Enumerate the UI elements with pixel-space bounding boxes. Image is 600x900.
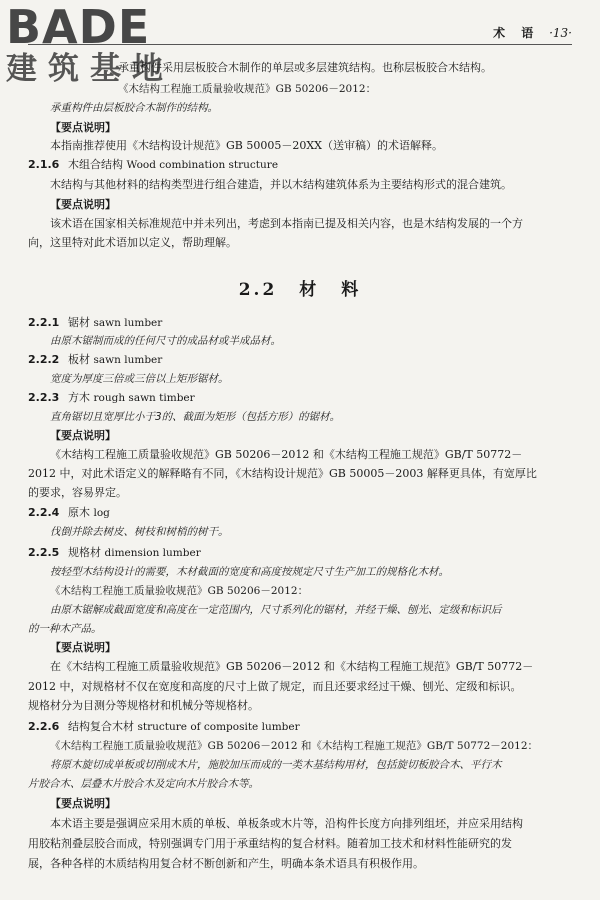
definition-text: 由原木锯制而成的任何尺寸的成品材或半成品材。 <box>50 335 281 347</box>
source-citation: 《木结构工程施工质量验收规范》GB 50206－2012： <box>50 585 309 597</box>
term-chinese: 原木 <box>68 506 90 519</box>
logo-brand-text: BADE <box>6 0 151 54</box>
note-label: 【要点说明】 <box>50 429 116 442</box>
term-chinese: 规格材 <box>68 546 101 559</box>
definition-text: 按轻型木结构设计的需要，木材截面的宽度和高度按规定尺寸生产加工的规格化木材。 <box>50 566 449 578</box>
definition-text: 将原木旋切成单板或切削成木片，施胶加压而成的一类木基结构用材，包括旋切板胶合木、平行木 <box>50 759 502 771</box>
note-text: 向，这里特对此术语加以定义，帮助理解。 <box>28 236 237 249</box>
term-heading <box>28 316 572 330</box>
term-heading <box>28 158 572 172</box>
note-label: 【要点说明】 <box>50 198 116 211</box>
body-text: 承重构件采用层板胶合木制作的单层或多层建筑结构。也称层板胶合木结构。 <box>118 61 492 74</box>
term-number: 2.2.5 <box>28 546 60 559</box>
term-number: 2.2.4 <box>28 506 60 519</box>
note-text: 在《木结构工程施工质量验收规范》GB 50206－2012 和《木结构工程施工规范》GB/T 50772－ <box>50 660 534 673</box>
term-heading <box>28 506 572 520</box>
term-heading <box>28 391 572 405</box>
note-text: 的要求，容易界定。 <box>28 486 127 499</box>
section-number: 2.2 <box>238 280 278 300</box>
term-chinese: 方木 <box>68 391 90 404</box>
definition-text: 宽度为厚度三倍或三倍以上矩形锯材。 <box>50 373 229 385</box>
note-text: 展，各种各样的木质结构用复合材不断创新和产生，明确本条术语具有积极作用。 <box>28 857 424 870</box>
note-text: 规格材分为目测分等规格材和机械分等规格材。 <box>28 699 259 712</box>
note-label: 【要点说明】 <box>50 641 116 654</box>
definition-text: 木结构与其他材料的结构类型进行组合建造，并以木结构建筑体系为主要结构形式的混合建筑。 <box>50 178 512 191</box>
note-text: 该术语在国家相关标准规范中并未列出，考虑到本指南已提及相关内容，也是木结构发展的一个方 <box>50 217 523 230</box>
term-english: rough sawn timber <box>93 392 195 404</box>
term-chinese: 结构复合木材 <box>68 720 134 733</box>
section-heading <box>28 275 572 300</box>
term-heading <box>28 546 572 560</box>
definition-text: 伐倒并除去树皮、树枝和树梢的树干。 <box>50 526 229 538</box>
term-english: sawn lumber <box>93 317 163 329</box>
note-text: 本指南推荐使用《木结构设计规范》GB 50005－20XX（送审稿）的术语解释。 <box>50 139 444 152</box>
term-chinese: 锯材 <box>68 316 90 329</box>
term-heading <box>28 720 572 734</box>
term-english: structure of composite lumber <box>137 721 300 733</box>
term-number: 2.2.1 <box>28 316 60 329</box>
note-label: 【要点说明】 <box>50 121 116 134</box>
section-title-char: 料 <box>341 280 362 300</box>
source-citation: 《木结构工程施工质量验收规范》GB 50206－2012： <box>118 83 377 95</box>
logo-chinese-text: 建筑基地 <box>6 51 174 87</box>
note-text: 2012 中，对规格材不仅在宽度和高度的尺寸上做了规定，而且还要求经过干燥、刨光、定级和标识。 <box>28 680 522 693</box>
note-text: 用胶粘剂叠层胶合而成，特别强调专门用于承重结构的复合材料。随着加工技术和材料性能研究的发 <box>28 837 512 850</box>
note-text: 《木结构工程施工质量验收规范》GB 50206－2012 和《木结构工程施工规范》GB/T 50772－ <box>50 448 523 461</box>
section-title-char: 材 <box>299 280 320 300</box>
term-number: 2.2.6 <box>28 720 60 733</box>
term-english: sawn lumber <box>93 354 163 366</box>
definition-text: 直角锯切且宽厚比小于3的、截面为矩形（包括方形）的锯材。 <box>50 411 341 423</box>
definition-text: 片胶合木、层叠木片胶合木及定向木片胶合木等。 <box>28 778 259 790</box>
note-text: 2012 中，对此术语定义的解释略有不同，《木结构设计规范》GB 50005－2003 解释更具体，有宽厚比 <box>28 467 537 480</box>
definition-text: 承重构件由层板胶合木制作的结构。 <box>50 102 218 114</box>
note-label: 【要点说明】 <box>50 797 116 810</box>
term-number: 2.2.3 <box>28 391 60 404</box>
term-english: dimension lumber <box>104 547 201 559</box>
page-number: ·13· <box>549 26 572 40</box>
term-chinese: 板材 <box>68 353 90 366</box>
term-number: 2.1.6 <box>28 158 60 171</box>
term-number: 2.2.2 <box>28 353 60 366</box>
term-english: log <box>93 507 110 519</box>
source-citation: 《木结构工程施工质量验收规范》GB 50206－2012 和《木结构工程施工规范》GB/T 50772－2012： <box>50 740 539 752</box>
header-title: 术 语 <box>493 26 540 40</box>
term-heading <box>28 353 572 367</box>
definition-text: 的一种木产品。 <box>28 623 102 635</box>
running-header <box>487 24 572 41</box>
definition-text: 由原木锯解成截面宽度和高度在一定范围内，尺寸系列化的锯材，并经干燥、刨光、定级和标识后 <box>50 604 502 616</box>
term-english: Wood combination structure <box>126 159 279 171</box>
note-text: 本术语主要是强调应采用木质的单板、单板条或木片等，沿构件长度方向排列组坯，并应采用结构 <box>50 817 523 830</box>
term-chinese: 木组合结构 <box>68 158 123 171</box>
header-rule <box>28 44 572 45</box>
